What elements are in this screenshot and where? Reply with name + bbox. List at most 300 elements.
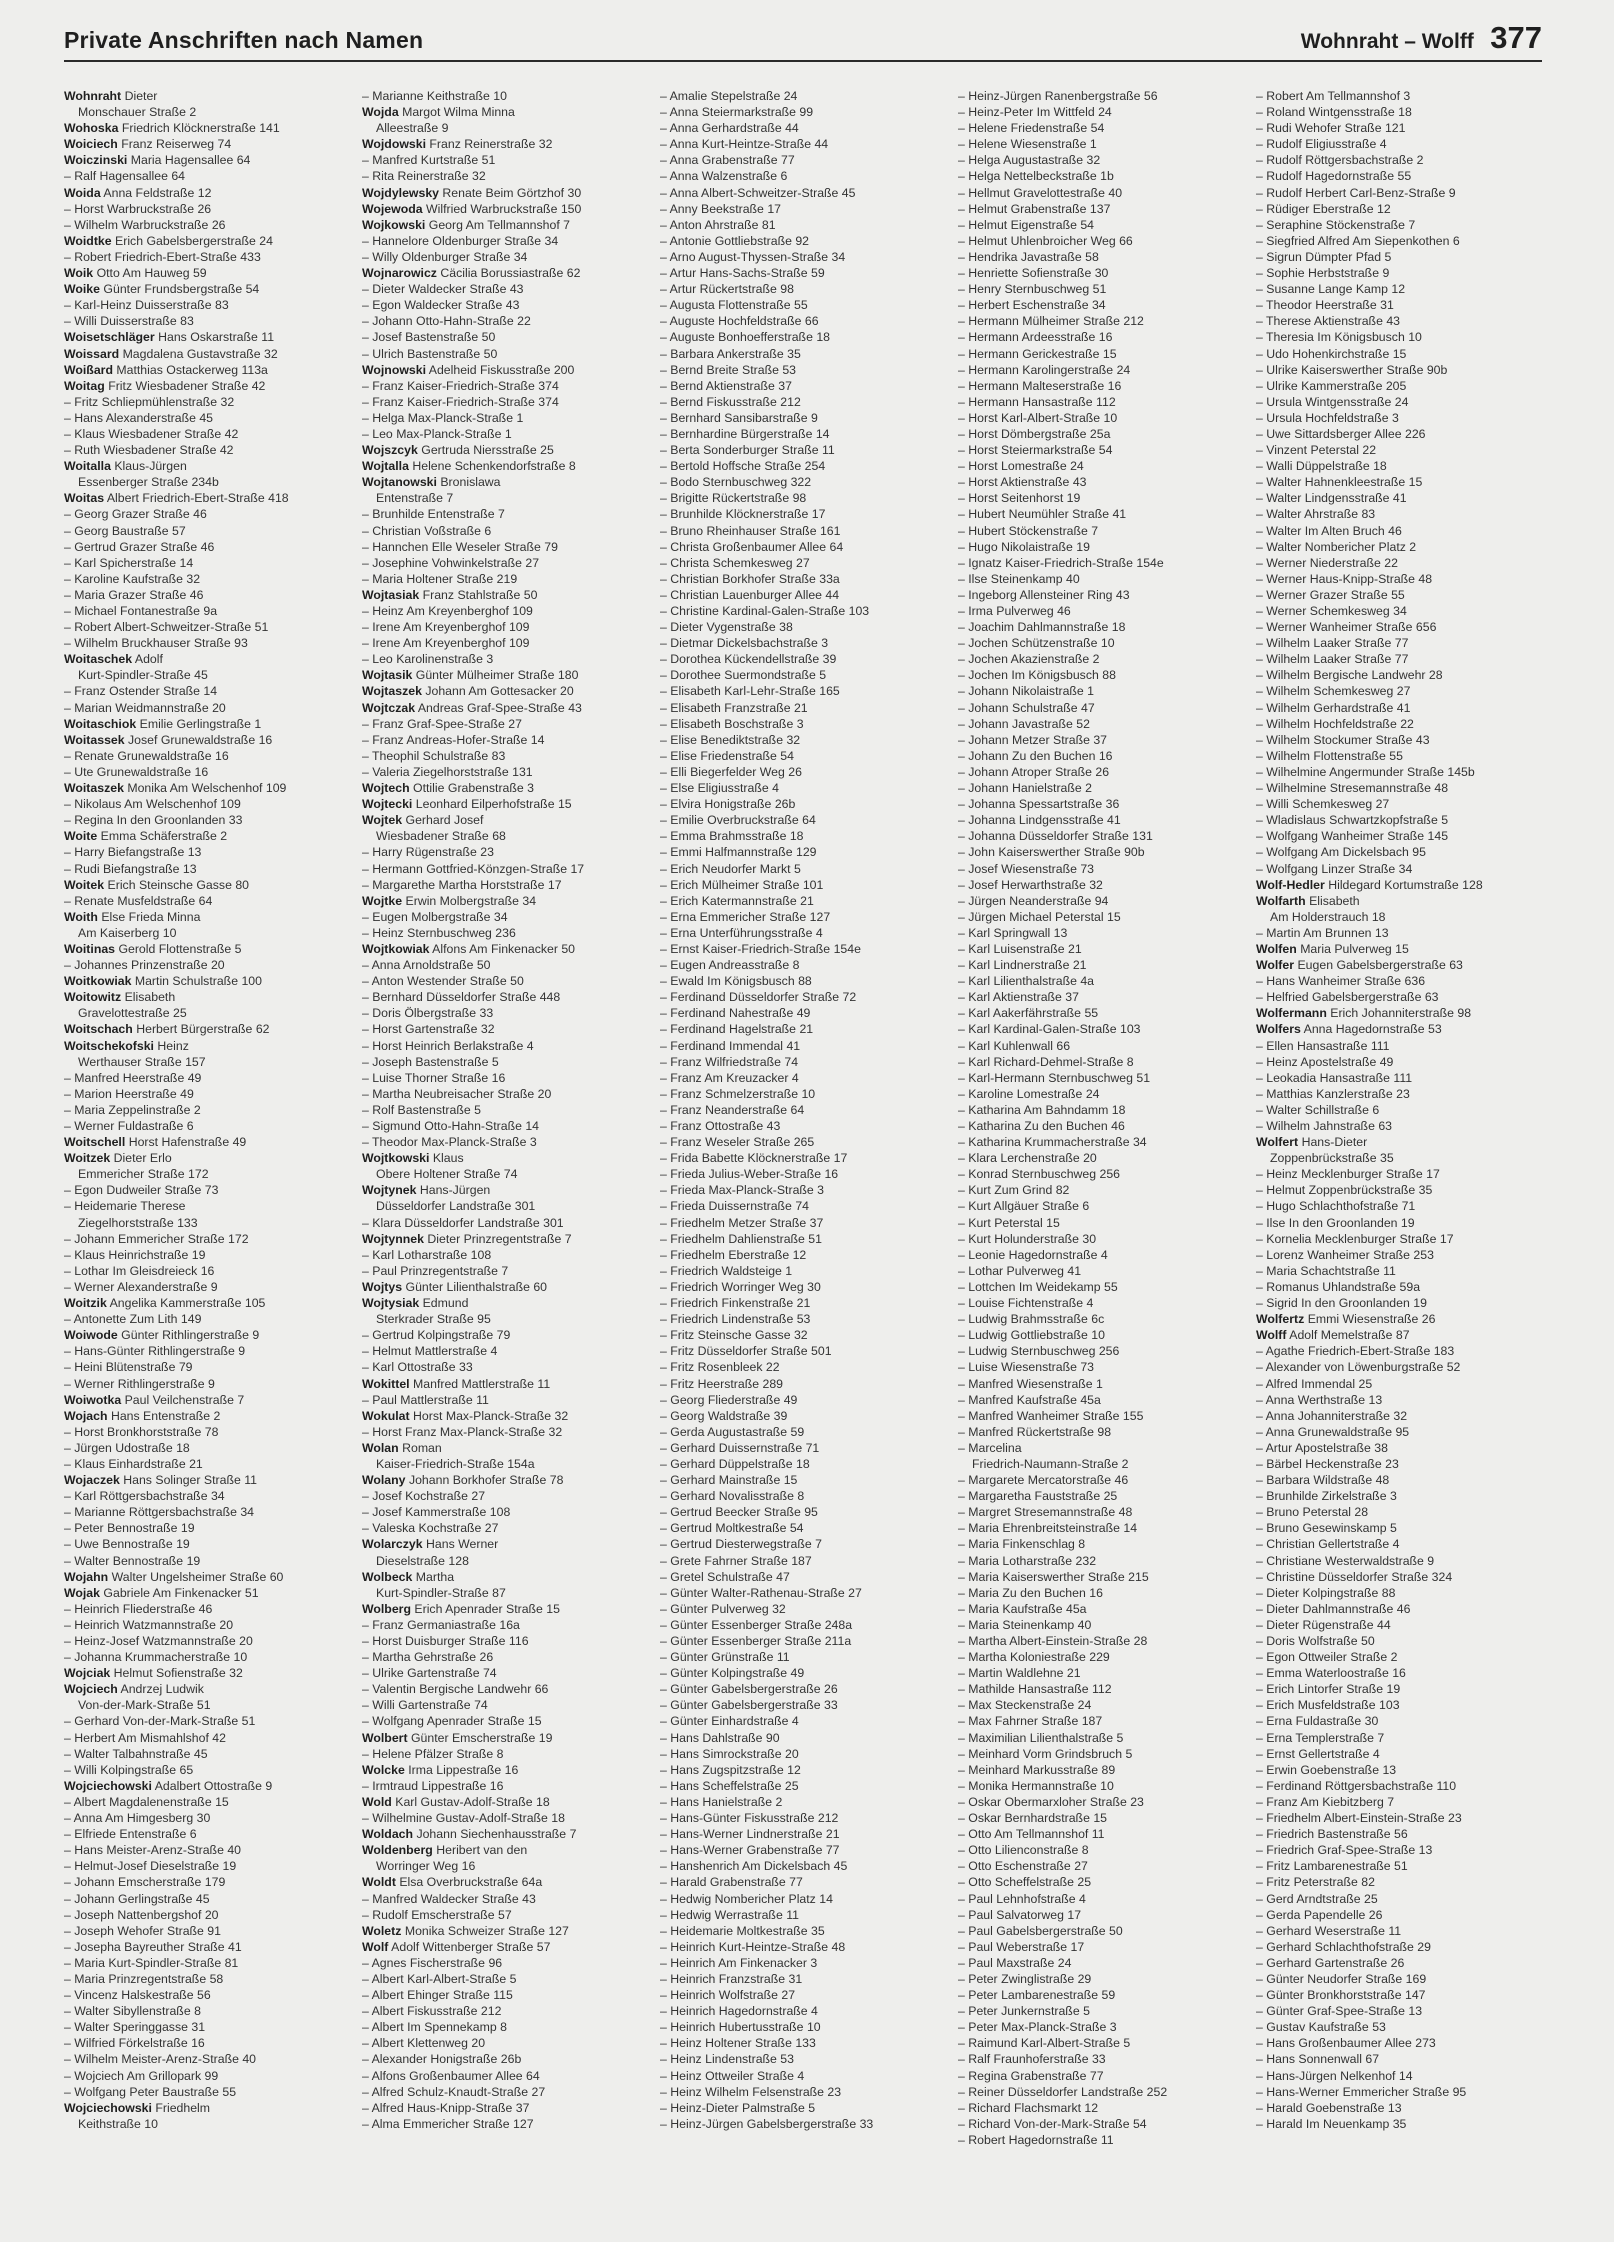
entry-text: – Erna Templerstraße 7 — [1256, 1730, 1385, 1745]
entry-text: – Dorothea Kückendellstraße 39 — [660, 652, 837, 667]
directory-entry — [958, 185, 1250, 201]
entry-text: Elisabeth — [1309, 893, 1360, 908]
directory-entry — [958, 1070, 1250, 1086]
entry-text: – Franz Andreas-Hofer-Straße 14 — [362, 732, 545, 747]
entry-text: – Friedhelm Eberstraße 12 — [660, 1247, 807, 1262]
entry-text: – Harald Grabenstraße 77 — [660, 1875, 803, 1890]
directory-entry — [362, 1150, 654, 1166]
entry-text: – Horst Aktienstraße 43 — [958, 475, 1087, 490]
directory-entry — [362, 732, 654, 748]
entry-text: – Frieda Max-Planck-Straße 3 — [660, 1183, 825, 1198]
entry-text: Sterkrader Straße 95 — [376, 1312, 491, 1327]
entry-text: – Günter Neudorfer Straße 169 — [1256, 1971, 1427, 1986]
entry-text: Gerhard Josef — [405, 813, 484, 828]
directory-entry — [958, 346, 1250, 362]
directory-entry — [362, 603, 654, 619]
entry-text: Adalbert Ottostraße 9 — [154, 1778, 273, 1793]
directory-entry — [64, 2019, 356, 2035]
entry-text: – Maria Kaiserswerther Straße 215 — [958, 1569, 1149, 1584]
entry-surname: Wolff — [1256, 1328, 1287, 1343]
directory-entry — [362, 1987, 654, 2003]
entry-text: – Hermann Ardeesstraße 16 — [958, 330, 1113, 345]
entry-text: – Hans Simrockstraße 20 — [660, 1746, 799, 1761]
directory-entry — [64, 1054, 356, 1070]
directory-entry — [64, 555, 356, 571]
directory-entry — [958, 1971, 1250, 1987]
directory-entry — [958, 1681, 1250, 1697]
directory-entry — [660, 1730, 952, 1746]
directory-entry — [958, 410, 1250, 426]
entry-text: – Irene Am Kreyenberghof 109 — [362, 620, 530, 635]
directory-entry — [1256, 893, 1548, 909]
page-header — [64, 14, 1542, 62]
directory-entry — [64, 329, 356, 345]
entry-text: – Hugo Schlachthofstraße 71 — [1256, 1199, 1416, 1214]
entry-text: Paul Veilchenstraße 7 — [124, 1392, 245, 1407]
directory-entry — [660, 683, 952, 699]
directory-entry — [64, 1070, 356, 1086]
directory-entry — [1256, 1408, 1548, 1424]
directory-entry — [64, 619, 356, 635]
directory-entry — [362, 1891, 654, 1907]
entry-text: – Bernhard Düsseldorfer Straße 448 — [362, 990, 561, 1005]
directory-entry — [958, 136, 1250, 152]
directory-entry — [660, 2084, 952, 2100]
entry-text: – Helene Pfälzer Straße 8 — [362, 1746, 504, 1761]
entry-text: – Meinhard Vorm Grindsbruch 5 — [958, 1746, 1133, 1761]
directory-entry — [958, 1923, 1250, 1939]
directory-entry — [958, 925, 1250, 941]
directory-entry — [958, 619, 1250, 635]
entry-text: – Anton Westender Straße 50 — [362, 974, 524, 989]
entry-text: Josef Grunewaldstraße 16 — [128, 732, 273, 747]
entry-text: Edmund — [422, 1296, 469, 1311]
directory-entry — [1256, 1311, 1548, 1327]
entry-text: – Uwe Sittardsberger Allee 226 — [1256, 426, 1426, 441]
directory-entry — [64, 957, 356, 973]
directory-entry — [1256, 442, 1548, 458]
directory-entry — [362, 1182, 654, 1198]
directory-entry — [958, 1810, 1250, 1826]
directory-entry — [64, 474, 356, 490]
entry-text: – Leo Karolinenstraße 3 — [362, 652, 494, 667]
entry-text: – Johann Metzer Straße 37 — [958, 732, 1108, 747]
entry-surname: Woiwotka — [64, 1392, 122, 1407]
entry-text: – Wilhelm Laaker Straße 77 — [1256, 652, 1409, 667]
entry-text: – Ingeborg Allensteiner Ring 43 — [958, 587, 1130, 602]
entry-surname: Wojtalla — [362, 459, 409, 474]
directory-entry — [362, 2116, 654, 2132]
directory-entry — [64, 346, 356, 362]
entry-text: Adolf Wittenberger Straße 57 — [391, 1939, 551, 1954]
entry-text: – Franz Graf-Spee-Straße 27 — [362, 716, 522, 731]
entry-text: – Bernd Aktienstraße 37 — [660, 378, 792, 393]
entry-text: – Bertold Hoffsche Straße 254 — [660, 459, 826, 474]
entry-text: Gertruda Niersstraße 25 — [421, 443, 554, 458]
directory-entry — [64, 812, 356, 828]
directory-entry — [362, 426, 654, 442]
entry-text: – Leonie Hagedornstraße 4 — [958, 1247, 1108, 1262]
directory-entry — [660, 2035, 952, 2051]
entry-text: – Walter Lindgensstraße 41 — [1256, 491, 1407, 506]
entry-surname: Woitas — [64, 491, 105, 506]
entry-text: – Gertrud Kolpingstraße 79 — [362, 1328, 511, 1343]
directory-entry — [1256, 571, 1548, 587]
entry-text: – Dietmar Dickelsbachstraße 3 — [660, 636, 829, 651]
directory-entry — [958, 1746, 1250, 1762]
entry-text: – Roland Wintgensstraße 18 — [1256, 105, 1412, 120]
entry-text: – Wilhelmine Gustav-Adolf-Straße 18 — [362, 1811, 565, 1826]
entry-text: – Günter Bronkhorststraße 147 — [1256, 1988, 1426, 2003]
directory-entry — [362, 780, 654, 796]
entry-text: – Brigitte Rückertstraße 98 — [660, 491, 807, 506]
entry-text: – Paul Lehnhofstraße 4 — [958, 1891, 1086, 1906]
directory-entry — [660, 1633, 952, 1649]
directory-entry — [1256, 297, 1548, 313]
directory-entry — [362, 1907, 654, 1923]
entry-text: – Martin Am Brunnen 13 — [1256, 925, 1389, 940]
entry-text: Margot Wilma Minna — [402, 105, 515, 120]
entry-text: – Peter Lambarenestraße 59 — [958, 1988, 1116, 2003]
directory-entry — [660, 1971, 952, 1987]
entry-surname: Wolarczyk — [362, 1537, 423, 1552]
entry-text: – Günter Pulverweg 32 — [660, 1601, 786, 1616]
entry-text: – Wolfgang Am Dickelsbach 95 — [1256, 845, 1426, 860]
entry-text: – Konrad Sternbuschweg 256 — [958, 1167, 1121, 1182]
directory-entry — [958, 2132, 1250, 2148]
entry-text: Günter Rithlingerstraße 9 — [121, 1328, 260, 1343]
directory-entry — [958, 555, 1250, 571]
entry-text: – Erna Fuldastraße 30 — [1256, 1714, 1379, 1729]
entry-surname: Wojdylewsky — [362, 185, 439, 200]
entry-text: – Henriette Sofienstraße 30 — [958, 266, 1109, 281]
entry-text: Gabriele Am Finkenacker 51 — [103, 1585, 259, 1600]
entry-text: – Otto Scheffelstraße 25 — [958, 1875, 1092, 1890]
entry-text: – Wilhelm Meister-Arenz-Straße 40 — [64, 2052, 257, 2067]
directory-entry — [64, 458, 356, 474]
directory-entry — [660, 2068, 952, 2084]
entry-text: – Hedwig Werrastraße 11 — [660, 1907, 799, 1922]
directory-entry — [1256, 1746, 1548, 1762]
entry-text: – Harry Biefangstraße 13 — [64, 845, 202, 860]
directory-entry — [1256, 909, 1548, 925]
directory-entry — [660, 346, 952, 362]
directory-entry — [64, 1038, 356, 1054]
entry-text: – Hugo Nikolaistraße 19 — [958, 539, 1090, 554]
entry-text: Alleestraße 9 — [376, 121, 449, 136]
entry-text: Günter Lilienthalstraße 60 — [405, 1279, 548, 1294]
entry-text: – Eugen Andreasstraße 8 — [660, 958, 800, 973]
directory-entry — [362, 1392, 654, 1408]
entry-text: – Günter Gabelsbergerstraße 33 — [660, 1698, 838, 1713]
entry-text: – Agathe Friedrich-Ebert-Straße 183 — [1256, 1344, 1455, 1359]
directory-entry — [362, 2003, 654, 2019]
directory-entry — [362, 152, 654, 168]
entry-text: – Manfred Waldecker Straße 43 — [362, 1891, 536, 1906]
entry-text: – Ferdinand Düsseldorfer Straße 72 — [660, 990, 857, 1005]
entry-text: – Sigmund Otto-Hahn-Straße 14 — [362, 1119, 540, 1133]
entry-text: – Hermann Mülheimer Straße 212 — [958, 314, 1144, 329]
entry-text: – Georg Fliederstraße 49 — [660, 1392, 798, 1407]
entry-text: – Karl Springwall 13 — [958, 925, 1068, 940]
entry-text: – Werner Fuldastraße 6 — [64, 1119, 194, 1133]
entry-text: – Fritz Lambarenestraße 51 — [1256, 1859, 1408, 1874]
entry-text: – Horst Duisburger Straße 116 — [362, 1634, 529, 1648]
entry-text: – Kornelia Mecklenburger Straße 17 — [1256, 1231, 1454, 1246]
directory-entry — [958, 313, 1250, 329]
entry-surname: Woitzek — [64, 1151, 111, 1166]
directory-entry — [660, 426, 952, 442]
directory-entry — [362, 1923, 654, 1939]
directory-entry — [958, 217, 1250, 233]
entry-text: – Manfred Kurtstraße 51 — [362, 153, 496, 168]
entry-text: – Walter Im Alten Bruch 46 — [1256, 523, 1402, 538]
entry-text: – Katharina Krummacherstraße 34 — [958, 1135, 1147, 1150]
entry-text: – Maria Holtener Straße 219 — [362, 571, 518, 586]
entry-text: – Irmtraud Lippestraße 16 — [362, 1778, 504, 1793]
directory-entry — [362, 1536, 654, 1552]
entry-surname: Wohoska — [64, 121, 119, 136]
entry-text: – Paul Maxstraße 24 — [958, 1955, 1072, 1970]
directory-entry — [660, 201, 952, 217]
entry-text: – Johanna Krummacherstraße 10 — [64, 1650, 248, 1665]
directory-entry — [958, 1440, 1250, 1456]
entry-text: – Rüdiger Eberstraße 12 — [1256, 201, 1391, 216]
entry-text: – Heinz Apostelstraße 49 — [1256, 1054, 1394, 1069]
directory-entry — [660, 1134, 952, 1150]
entry-text: – Herbert Eschenstraße 34 — [958, 298, 1106, 313]
entry-text: – Albert Karl-Albert-Straße 5 — [362, 1971, 517, 1986]
entry-text: – Henry Sternbuschweg 51 — [958, 282, 1107, 297]
directory-entry — [64, 732, 356, 748]
directory-entry — [958, 1038, 1250, 1054]
directory-entry — [64, 1215, 356, 1231]
directory-entry — [958, 1182, 1250, 1198]
directory-entry — [362, 201, 654, 217]
entry-text: – Luise Wiesenstraße 73 — [958, 1360, 1095, 1375]
entry-text: – Hendrika Javastraße 58 — [958, 249, 1099, 264]
directory-entry — [1256, 844, 1548, 860]
directory-entry — [1256, 828, 1548, 844]
entry-text: – Klaus Wiesbadener Straße 42 — [64, 426, 239, 441]
entry-text: – Ulrike Kammerstraße 205 — [1256, 378, 1407, 393]
directory-entry — [1256, 1504, 1548, 1520]
entry-text: Friedrich Klöcknerstraße 141 — [121, 121, 280, 136]
entry-text: – Wladislaus Schwartzkopfstraße 5 — [1256, 813, 1449, 828]
directory-entry — [660, 1070, 952, 1086]
directory-entry — [958, 909, 1250, 925]
entry-text: – Brunhilde Zirkelstraße 3 — [1256, 1489, 1397, 1504]
entry-text: – Rolf Bastenstraße 5 — [362, 1102, 481, 1117]
directory-entry — [362, 233, 654, 249]
entry-text: – Erna Emmericher Straße 127 — [660, 909, 831, 924]
directory-entry — [64, 378, 356, 394]
directory-entry — [958, 1488, 1250, 1504]
directory-entry — [958, 571, 1250, 587]
entry-text: – Franz Am Kreuzacker 4 — [660, 1070, 799, 1085]
directory-entry — [64, 1440, 356, 1456]
directory-entry — [64, 1601, 356, 1617]
directory-entry — [362, 716, 654, 732]
directory-entry — [64, 748, 356, 764]
directory-entry — [64, 490, 356, 506]
directory-entry — [660, 362, 952, 378]
directory-entry — [362, 828, 654, 844]
entry-text: – Elisabeth Franzstraße 21 — [660, 700, 808, 715]
directory-entry — [362, 1810, 654, 1826]
directory-entry — [958, 2116, 1250, 2132]
entry-text: – Manfred Wanheimer Straße 155 — [958, 1408, 1144, 1423]
directory-entry — [1256, 1649, 1548, 1665]
directory-entry — [1256, 1070, 1548, 1086]
directory-entry — [1256, 1392, 1548, 1408]
entry-text: – Karl Röttgersbachstraße 34 — [64, 1489, 225, 1504]
directory-entry — [362, 1327, 654, 1343]
directory-entry — [1256, 1939, 1548, 1955]
entry-text: – Peter Bennostraße 19 — [64, 1521, 195, 1536]
entry-text: – Rudolf Eligiusstraße 4 — [1256, 137, 1387, 152]
entry-text: – Hubert Stöckenstraße 7 — [958, 523, 1099, 538]
entry-text: – Christa Schemkesweg 27 — [660, 555, 810, 570]
entry-text: – Nikolaus Am Welschenhof 109 — [64, 797, 241, 812]
entry-text: – Georg Waldstraße 39 — [660, 1408, 788, 1423]
entry-surname: Wojahn — [64, 1569, 109, 1584]
directory-entry — [1256, 394, 1548, 410]
directory-entry — [660, 539, 952, 555]
directory-entry — [64, 2084, 356, 2100]
directory-entry — [64, 1472, 356, 1488]
entry-text: Matthias Ostackerweg 113a — [116, 362, 268, 377]
directory-entry — [958, 1134, 1250, 1150]
entry-text: Günter Mülheimer Straße 180 — [415, 668, 579, 683]
directory-entry — [1256, 1182, 1548, 1198]
entry-text: – Wilhelm Flottenstraße 55 — [1256, 748, 1403, 763]
directory-entry — [64, 764, 356, 780]
entry-text: – Dieter Kolpingstraße 88 — [1256, 1585, 1396, 1600]
entry-text: – Heinz Ottweiler Straße 4 — [660, 2068, 805, 2083]
entry-text: – Kurt Allgäuer Straße 6 — [958, 1199, 1090, 1214]
entry-text: – Elise Benediktstraße 32 — [660, 732, 801, 747]
directory-entry — [362, 120, 654, 136]
directory-entry — [958, 1778, 1250, 1794]
entry-text: – Gerhard Gartenstraße 26 — [1256, 1955, 1405, 1970]
directory-entry — [958, 893, 1250, 909]
directory-entry — [64, 201, 356, 217]
entry-text: – Hermann Gottfried-Könzgen-Straße 17 — [362, 861, 585, 876]
entry-text: – Maria Kurt-Spindler-Straße 81 — [64, 1955, 239, 1970]
entry-text: – Dieter Rügenstraße 44 — [1256, 1617, 1391, 1632]
directory-entry — [362, 410, 654, 426]
entry-text: Keithstraße 10 — [78, 2116, 158, 2131]
directory-entry — [958, 2035, 1250, 2051]
directory-entry — [660, 1585, 952, 1601]
entry-text: – Fritz Heerstraße 289 — [660, 1376, 784, 1391]
directory-entry — [64, 683, 356, 699]
entry-text: – Ilse In den Groonlanden 19 — [1256, 1215, 1415, 1230]
entry-text: – Gerda Papendelle 26 — [1256, 1907, 1383, 1922]
entry-text: Elisabeth — [124, 990, 176, 1005]
entry-text: Hildegard Kortumstraße 128 — [1328, 877, 1483, 892]
entry-text: – Erich Neudorfer Markt 5 — [660, 861, 801, 876]
entry-surname: Woida — [64, 185, 101, 200]
directory-entry — [362, 1376, 654, 1392]
entry-text: – Hans-Werner Emmericher Straße 95 — [1256, 2084, 1467, 2099]
directory-entry — [1256, 2035, 1548, 2051]
entry-text: – Anna Walzenstraße 6 — [660, 169, 788, 184]
directory-entry — [1256, 1247, 1548, 1263]
entry-text: – Eugen Molbergstraße 34 — [362, 909, 508, 924]
directory-entry — [660, 973, 952, 989]
directory-entry — [660, 1247, 952, 1263]
entry-text: – Frieda Duissernstraße 74 — [660, 1199, 809, 1214]
entry-text: – Johann Emscherstraße 179 — [64, 1875, 226, 1890]
entry-text: – Elli Biegerfelder Weg 26 — [660, 764, 802, 779]
entry-text: – Dorothee Suermondstraße 5 — [660, 668, 827, 683]
directory-entry — [362, 1456, 654, 1472]
entry-text: – Horst Steiermarkstraße 54 — [958, 443, 1113, 458]
entry-text: Herbert Bürgerstraße 62 — [136, 1022, 270, 1037]
entry-text: Erich Steinsche Gasse 80 — [107, 877, 250, 892]
entry-text: – Leokadia Hansastraße 111 — [1256, 1070, 1413, 1085]
directory-entry — [64, 1794, 356, 1810]
entry-text: – Wilhelm Laaker Straße 77 — [1256, 636, 1409, 651]
directory-entry — [1256, 1601, 1548, 1617]
entry-text: – Ulrich Bastenstraße 50 — [362, 346, 498, 361]
entry-text: – Johann Nikolaistraße 1 — [958, 684, 1095, 699]
directory-entry — [362, 442, 654, 458]
entry-text: – Jochen Akazienstraße 2 — [958, 652, 1100, 667]
entry-text: – Werner Niederstraße 22 — [1256, 555, 1398, 570]
directory-entry — [1256, 925, 1548, 941]
directory-entry — [1256, 168, 1548, 184]
directory-entry — [64, 1810, 356, 1826]
directory-entry — [1256, 265, 1548, 281]
entry-text: – Wilhelm Gerhardstraße 41 — [1256, 700, 1411, 715]
entry-text: – Walter Ahrstraße 83 — [1256, 507, 1376, 522]
entry-text: – Robert Friedrich-Ebert-Straße 433 — [64, 249, 261, 264]
directory-entry — [64, 539, 356, 555]
entry-text: – Karl Lotharstraße 108 — [362, 1247, 492, 1262]
directory-entry — [958, 1295, 1250, 1311]
entry-text: – Peter Junkernstraße 5 — [958, 2004, 1090, 2019]
entry-text: – Horst Bronkhorststraße 78 — [64, 1424, 219, 1439]
entry-text: – Wilhelmine Stresemannstraße 48 — [1256, 781, 1449, 796]
entry-text: – Karl Lindnerstraße 21 — [958, 958, 1087, 973]
directory-entry — [660, 378, 952, 394]
directory-entry — [64, 506, 356, 522]
entry-surname: Wolbeck — [362, 1569, 413, 1584]
entry-text: – Franz Wilfriedstraße 74 — [660, 1054, 799, 1069]
entry-text: – Hannchen Elle Weseler Straße 79 — [362, 539, 558, 554]
directory-entry — [1256, 1536, 1548, 1552]
entry-text: Essenberger Straße 234b — [78, 475, 219, 490]
directory-entry — [1256, 780, 1548, 796]
entry-text: Worringer Weg 16 — [376, 1859, 476, 1874]
directory-entry — [1256, 1038, 1548, 1054]
entry-text: Kurt-Spindler-Straße 87 — [376, 1585, 506, 1600]
entry-text: – Fritz Steinsche Gasse 32 — [660, 1328, 808, 1343]
directory-entry — [64, 1327, 356, 1343]
directory-entry — [64, 1585, 356, 1601]
entry-text: – Wojciech Am Grillopark 99 — [64, 2068, 219, 2083]
entry-text: – Wilhelm Bruckhauser Straße 93 — [64, 636, 248, 651]
directory-entry — [1256, 716, 1548, 732]
entry-surname: Wojtysiak — [362, 1296, 420, 1311]
entry-text: – Albert Ehinger Straße 115 — [362, 1988, 513, 2003]
directory-entry — [1256, 2051, 1548, 2067]
entry-surname: Wojkowski — [362, 217, 426, 232]
directory-entry — [660, 217, 952, 233]
